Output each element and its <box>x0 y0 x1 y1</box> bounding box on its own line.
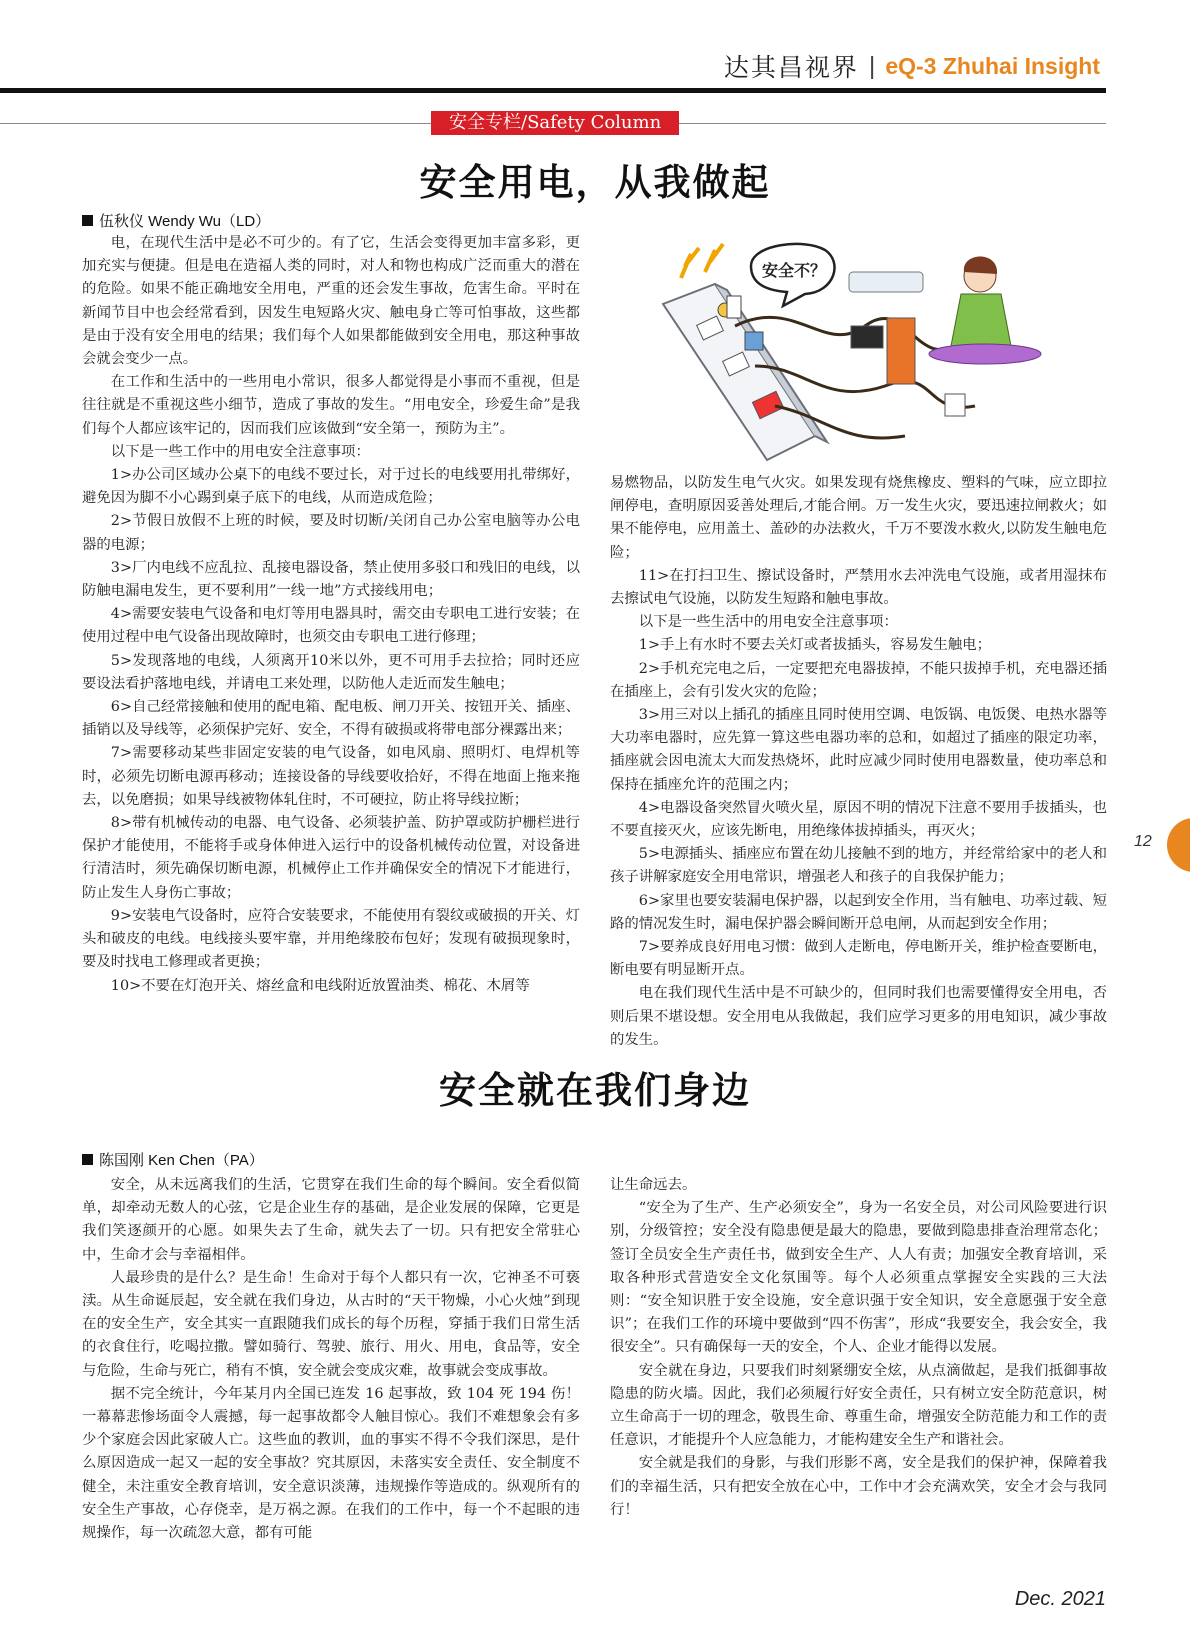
paragraph: 电在我们现代生活中是不可缺少的，但同时我们也需要懂得安全用电，否则后果不堪设想。安全用电从我做起，我们应学习更多的用电知识，减少事故的发生。 <box>610 985 1107 1048</box>
spark-icon <box>681 248 699 278</box>
paragraph: 7>要养成良好用电习惯：做到人走断电，停电断开关，维护检查要断电，断电要有明显断开点。 <box>610 939 1107 979</box>
paragraph: 以下是一些工作中的用电安全注意事项： <box>110 443 370 460</box>
svg-text:安全不？: 安全不？ <box>761 261 827 280</box>
overloaded-power-strip-icon <box>663 284 827 460</box>
article2-left-column <box>82 1174 580 1545</box>
paragraph: 据不完全统计，今年某月内全国已连发 16 起事故，致 104 死 194 伤！一幕幕悲惨场面令人震撼，每一起事故都令人触目惊心。我们不难想象会有多少个家庭会因此家破人亡。这些血的教训，血的事实不得不令我们深思，是什么原因造成一起又一起的安全事故？究其原因，未落实安全责任、安全制度不健全，未注重安全教育培训，安全意识淡薄，违规操作等造成的。纵观所有的安全生产事故，心存侥幸，是万祸之源。在我们的工作中，每一个不起眼的违规操作，每一次疏忽大意，都有可能 <box>82 1385 580 1542</box>
paragraph: 在工作和生活中的一些用电小常识，很多人都觉得是小事而不重视，但是往往就是不重视这些小细节，造成了事故的发生。“用电安全，珍爱生命”是我们每个人都应该牢记的，因而我们应该做到“安全第一，预防为主”。 <box>82 374 580 437</box>
paragraph: 3>用三对以上插孔的插座且同时使用空调、电饭锅、电饭煲、电热水器等大功率电器时，应先算一算这些电器功率的总和，如超过了插座的限定功率，插座就会因电流太大而发热烧坏，此时应减少同时使用电器数量，使功率总和保持在插座允许的范围之内； <box>610 707 1107 793</box>
woman-ironing-icon <box>929 257 1041 365</box>
paragraph: 4>电器设备突然冒火喷火星，原因不明的情况下注意不要用手拔插头，也不要直接灭火，应该先断电，用绝缘体拔掉插头，再灭火； <box>610 799 1107 840</box>
paragraph: 6>家里也要安装漏电保护器，以起到安全作用，当有触电、功率过载、短路的情况发生时，漏电保护器会瞬间断开总电闸，从而起到安全作用； <box>610 892 1107 932</box>
article2-author: 陈国刚 Ken Chen（PA） <box>99 1152 264 1169</box>
paragraph: 1>办公司区域办公桌下的电线不要过长，对于过长的电线要用扎带绑好，避免因为脚不小心踢到桌子底下的电线，从而造成危险； <box>82 467 580 507</box>
power-cord <box>735 317 955 349</box>
article1-right-column <box>610 472 1107 1052</box>
section-label: 安全专栏/Safety Column <box>431 111 679 135</box>
paragraph: “安全为了生产、生产必须安全”，身为一名安全员，对公司风险要进行识别，分级管控；安全没有隐患便是最大的隐患，要做到隐患排查治理常态化；签订全员安全生产责任书，做到安全生产、人人有责；加强安全教育培训，采取各种形式营造安全文化氛围等。每个人必须重点掌握安全实践的三大法则：“安全知识胜于安全设施，安全意识强于安全知识，安全意愿强于安全意识”；在我们工作的环境中要做到“四不伤害”，形成“我要安全，我会安全，我很安全”。只有确保每一天的安全，个人、企业才能得以发展。 <box>610 1200 1107 1356</box>
page-tab-marker <box>1167 818 1190 872</box>
byline-bullet-icon <box>82 1154 93 1165</box>
brand-chinese: 达其昌视界 <box>723 53 859 82</box>
article1-left-column <box>82 232 580 998</box>
issue-date: Dec. 2021 <box>1014 1588 1106 1610</box>
refrigerator-icon <box>887 318 915 384</box>
brand-english: eQ-3 Zhuhai Insight <box>885 52 1100 79</box>
paragraph: 人最珍贵的是什么？是生命！生命对于每个人都只有一次，它神圣不可亵渎。从生命诞辰起，安全就在我们身边，从古时的“天干物燥，小心火烛”到现在的安全生产，安全其实一直跟随我们成长的每个历程，穿插于我们日常生活的衣食住行，吃喝拉撒。譬如骑行、驾驶、旅行、用火、用电，食品等，安全与危险，生命与死亡，稍有不慎，安全就会变成灾难，故事就会变成事故。 <box>82 1269 580 1379</box>
paragraph: 7>需要移动某些非固定安装的电气设备，如电风扇、照明灯、电焊机等时，必须先切断电源再移动；连接设备的导线要收拾好，不得在地面上拖来拖去，以免磨损；如果导线被物体轧住时，不可硬拉，防止将导线拉断； <box>82 745 580 808</box>
spark-icon <box>705 244 723 272</box>
article1-title: 安全用电，从我做起 <box>419 160 771 204</box>
speech-bubble <box>751 244 835 306</box>
paragraph: 5>电源插头、插座应布置在幼儿接触不到的地方，并经常给家中的老人和孩子讲解家庭安全用电常识，增强老人和孩子的自我保护能力； <box>610 846 1107 886</box>
paragraph: 以下是一些生活中的用电安全注意事项： <box>638 614 898 631</box>
electrical-safety-illustration <box>655 236 1055 468</box>
section-banner <box>0 111 1106 135</box>
paragraph: 安全，从未远离我们的生活，它贯穿在我们生命的每个瞬间。安全看似简单，却牵动无数人的心弦，它是企业生存的基础，是企业发展的保障，它更是我们笑逐颜开的心愿。如果失去了生命，就失去了一切。只有把安全常驻心中，生命才会与幸福相伴。 <box>82 1177 580 1263</box>
air-conditioner-icon <box>849 272 923 292</box>
paragraph: 安全就在身边，只要我们时刻紧绷安全炫，从点滴做起，是我们抵御事故隐患的防火墙。因此，我们必须履行好安全责任，只有树立安全防范意识，树立生命高于一切的理念，敬畏生命、尊重生命，增强安全防范能力和工作的责任意识，才能提升个人应急能力，才能构建安全生产和谐社会。 <box>610 1362 1107 1449</box>
paragraph: 电，在现代生活中是必不可少的。有了它，生活会变得更加丰富多彩，更加充实与便捷。但是电在造福人类的同时，对人和物也构成广泛而重大的潜在的危险。如果不能正确地安全用电，严重的还会发生事故，危害生命。平时在新闻节目中也会经常看到，因发生电短路火灾、触电身亡等可怕事故，这些都是由于没有安全用电的结果；我们每个人如果都能做到安全用电，那这种事故会就会变少一点。 <box>82 235 580 368</box>
page-number: 12 <box>1134 833 1152 850</box>
paragraph: 5>发现落地的电线，人须离开10米以外，更不可用手去拉拾；同时还应要设法看护落地电线，并请电工来处理，以防他人走近而发生触电； <box>82 652 580 692</box>
paragraph: 6>自己经常接触和使用的配电箱、配电板、闸刀开关、按钮开关、插座、插销以及导线等，必须保护完好、安全，不得有破损或将带电部分裸露出来； <box>82 699 580 739</box>
paragraph: 4>需要安装电气设备和电灯等用电器具时，需交由专职电工进行安装；在使用过程中电气设备出现故障时，也须交由专职电工进行修理； <box>82 606 580 646</box>
brand-separator: | <box>868 51 876 80</box>
paragraph: 8>带有机械传动的电器、电气设备、必须装护盖、防护罩或防护栅栏进行保护才能使用，不能将手或身体伸进入运行中的设备机械传动位置，对设备进行清洁时，须先确保切断电源，机械停止工作并确保安全的情况下才能进行，防止发生人身伤亡事故； <box>82 815 580 901</box>
byline-bullet-icon <box>82 215 93 226</box>
article2-byline <box>82 1149 264 1170</box>
paragraph: 1>手上有水时不要去关灯或者拔插头，容易发生触电； <box>638 637 991 654</box>
article2-right-column <box>610 1174 1107 1522</box>
television-icon <box>851 326 883 348</box>
paragraph: 易燃物品，以防发生电气火灾。如果发现有烧焦橡皮、塑料的气味，应立即拉闸停电，查明原因妥善处理后,才能合闸。万一发生火灾，要迅速拉闸救火；如果不能停电，应用盖土、盖砂的办法救火，千万不要泼水救火,以防发生触电危险； <box>610 475 1107 561</box>
paragraph: 10>不要在灯泡开关、熔丝盒和电线附近放置油类、棉花、木屑等 <box>110 977 530 994</box>
paragraph: 11>在打扫卫生、擦试设备时，严禁用水去冲洗电气设施，或者用湿抹布去擦试电气设施，以防发生短路和触电事故。 <box>610 567 1107 608</box>
paragraph: 2>节假日放假不上班的时候，要及时切断/关闭自己办公室电脑等办公电器的电源； <box>82 513 580 553</box>
masthead <box>724 48 1100 84</box>
article1-author: 伍秋仪 Wendy Wu（LD） <box>99 213 271 230</box>
article1-byline <box>82 210 270 231</box>
article2-title: 安全就在我们身边 <box>439 1068 751 1112</box>
header-rule <box>0 88 1106 93</box>
paragraph: 9>安装电气设备时，应符合安装要求，不能使用有裂纹或破损的开关、灯头和破皮的电线。电线接头要牢靠，并用绝缘胶布包好；发现有破损现象时，要及时找电工修理或者更换； <box>82 907 580 971</box>
paragraph: 2>手机充完电之后，一定要把充电器拔掉，不能只拔掉手机，充电器还插在插座上，会有引发火灾的危险； <box>610 660 1107 700</box>
paragraph: 安全就是我们的身影，与我们形影不离，安全是我们的保护神，保障着我们的幸福生活，只有把安全放在心中，工作中才会充满欢笑，安全才会与我同行！ <box>610 1455 1107 1518</box>
paragraph: 3>厂内电线不应乱拉、乱接电器设备，禁止使用多驳口和残旧的电线，以防触电漏电发生，更不要利用”一线一地”方式接线用电； <box>82 559 580 600</box>
paragraph: 让生命远去。 <box>610 1177 697 1193</box>
wall-socket-icon <box>945 394 965 416</box>
